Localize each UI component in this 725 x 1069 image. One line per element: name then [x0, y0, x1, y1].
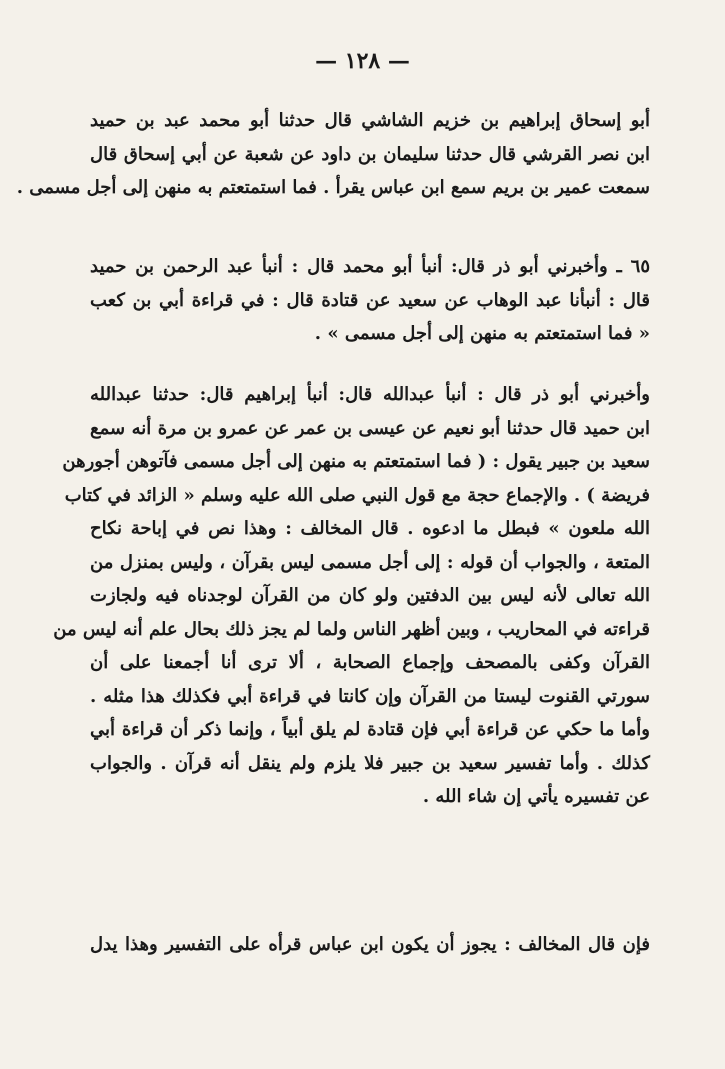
paragraph-2: [90, 250, 650, 351]
text-line: فإن قال المخالف : يجوز أن يكون ابن عباس قرأه على التفسير وهذا يدل: [90, 934, 650, 955]
text-line: وأخبرني أبو ذر قال : أنبأ عبدالله قال: أنبأ إبراهيم قال: حدثنا عبدالله: [90, 384, 650, 405]
text-line: أبو إسحاق إبراهيم بن خزيم الشاشي قال حدثنا أبو محمد عبد بن حميد: [90, 110, 650, 131]
text-line: « فما استمتعتم به منهن إلى أجل مسمى » .: [314, 323, 650, 344]
text-line: سمعت عمير بن بريم سمع ابن عباس يقرأ . فما استمتعتم به منهن إلى أجل مسمى .: [16, 177, 650, 198]
paragraph-1: [16, 104, 650, 205]
text-line: الله ملعون » فبطل ما ادعوه . قال المخالف : وهذا نص في إباحة نكاح: [90, 518, 650, 539]
text-line: سورتي القنوت ليستا من القرآن وإن كانتا في قراءة أبي فكذلك هذا مثله .: [90, 685, 650, 707]
text-line: الله تعالى لأنه ليس بين الدفتين ولو كان من القرآن لوجدناه فيه ولجازت: [90, 585, 650, 606]
text-line: قال : أنبأنا عبد الوهاب عن سعيد عن قتادة قال : في قراءة أبي بن كعب: [90, 289, 650, 311]
paragraph-3: [53, 378, 650, 814]
text-line: كذلك . وأما تفسير سعيد بن جبير فلا يلزم ولم ينقل أنه قرآن . والجواب: [90, 752, 650, 774]
text-line: القرآن وكفى بالمصحف وإجماع الصحابة ، ألا ترى أنا أجمعنا على أن: [90, 652, 650, 673]
text-line: عن تفسيره يأتي إن شاء الله .: [422, 786, 650, 807]
page-number: — ١٢٨ —: [315, 48, 410, 74]
text-line: ابن نصر القرشي قال حدثنا سليمان بن داود عن شعبة عن أبي إسحاق قال: [90, 143, 650, 165]
paragraph-4: [90, 928, 650, 962]
text-line: ابن حميد قال حدثنا أبو نعيم عن عيسى بن عمر عن عمرو بن مرة أنه سمع: [90, 417, 650, 439]
text-line: ٦٥ ـ وأخبرني أبو ذر قال: أنبأ أبو محمد قال : أنبأ عبد الرحمن بن حميد: [90, 256, 650, 277]
text-line: المتعة ، والجواب أن قوله : إلى أجل مسمى ليس بقرآن ، وليس بمنزل من: [90, 551, 650, 573]
text-line: سعيد بن جبير يقول : ( فما استمتعتم به منهن إلى أجل مسمى فآتوهن أجورهن: [62, 451, 650, 472]
text-line: فريضة ) . والإجماع حجة مع قول النبي صلى الله عليه وسلم « الزائد في كتاب: [64, 484, 650, 506]
text-line: وأما ما حكي عن قراءة أبي فإن قتادة لم يلق أبياً ، وإنما ذكر أن قراءة أبي: [90, 719, 650, 740]
text-line: قراءته في المحاريب ، وبين أظهر الناس ولما لم يجز ذلك بحال علم أنه ليس من: [53, 618, 650, 640]
